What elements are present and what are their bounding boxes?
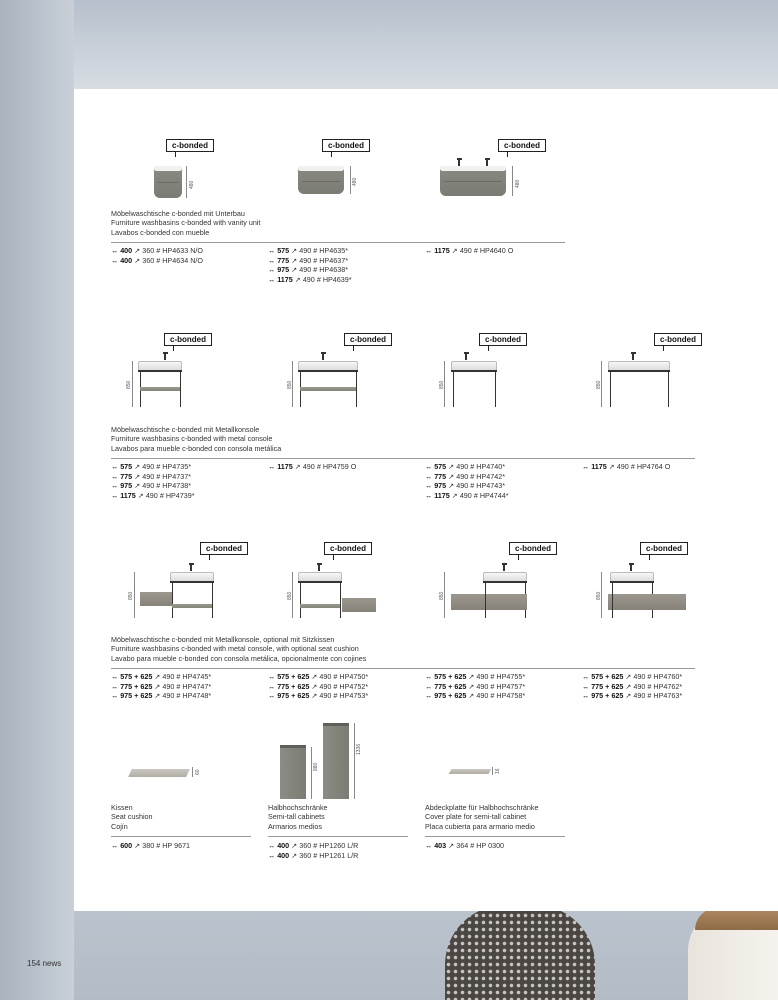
height-dimension: 850 xyxy=(128,591,134,600)
product-cushion-console-2 xyxy=(286,542,396,622)
spec-column xyxy=(268,841,358,860)
description-de: Möbelwaschtische c-bonded mit Metallkonsole, optional mit Sitzkissen xyxy=(111,635,335,644)
height-dimension: 850 xyxy=(596,380,602,389)
product-console-4 xyxy=(596,333,706,413)
c-bonded-badge: c-bonded xyxy=(344,333,392,346)
height-dimension: 480 xyxy=(515,179,521,188)
page-number: 154 news xyxy=(27,959,62,968)
spec-row: ↔ 775 ↗ 490 # HP4737* xyxy=(111,471,191,481)
description-en: Furniture washbasins c-bonded with metal console, with optional seat cushion xyxy=(111,644,359,654)
spec-row: ↔ 1175 ↗ 490 # HP4739* xyxy=(111,490,195,500)
product-vanity-small xyxy=(150,139,210,204)
product-cover-plate xyxy=(438,761,518,791)
product-console-1 xyxy=(124,333,234,413)
spec-row: ↔ 400 ↗ 360 # HP1261 L/R xyxy=(268,850,359,860)
spec-row: ↔ 1175 ↗ 490 # HP4639* xyxy=(268,274,352,284)
spec-row: ↔ 975 ↗ 490 # HP4743* xyxy=(425,481,505,490)
section-rule xyxy=(111,836,251,837)
height-dimension: 480 xyxy=(189,180,195,189)
product-cushion-console-1 xyxy=(124,542,242,622)
height-dimension: 60 xyxy=(195,769,201,775)
vanity-cabinet-medium xyxy=(298,166,344,194)
spec-column xyxy=(111,246,203,265)
height-dimension: 480 xyxy=(352,177,358,186)
section-rule xyxy=(111,458,695,459)
spec-row: ↔ 575 + 625 ↗ 490 # HP4755* xyxy=(425,672,526,681)
vanity-cabinet-double xyxy=(440,166,506,196)
spec-row: ↔ 975 + 625 ↗ 490 # HP4753* xyxy=(268,691,369,700)
section-rule xyxy=(111,242,565,243)
accessory-description: Halbhochschränke Semi-tall cabinets Armarios medios xyxy=(268,803,328,831)
spec-row: ↔ 775 + 625 ↗ 490 # HP4747* xyxy=(111,681,212,691)
spec-row: ↔ 575 ↗ 490 # HP4635* xyxy=(268,246,348,255)
description-en: Furniture washbasins c-bonded with metal console xyxy=(111,434,273,444)
description-es: Lavabos c-bonded con mueble xyxy=(111,227,210,237)
section-rule xyxy=(425,836,565,837)
spec-row: ↔ 400 ↗ 360 # HP1260 L/R xyxy=(268,841,359,850)
product-cushion-console-4 xyxy=(596,542,706,622)
spec-column xyxy=(425,841,504,851)
height-dimension: 850 xyxy=(287,591,293,600)
spec-column xyxy=(425,672,525,701)
height-dimension: 850 xyxy=(126,380,132,389)
c-bonded-badge: c-bonded xyxy=(479,333,527,346)
spec-row: ↔ 975 + 625 ↗ 490 # HP4748* xyxy=(111,691,212,700)
spec-column xyxy=(425,462,509,500)
background-wall-top xyxy=(74,0,778,89)
cabinet-1336 xyxy=(323,723,349,799)
c-bonded-badge: c-bonded xyxy=(200,542,248,555)
height-dimension: 850 xyxy=(596,591,602,600)
section-description xyxy=(111,635,366,663)
towel-photo xyxy=(445,905,595,1000)
height-dimension: 850 xyxy=(439,380,445,389)
vanity-cabinet-small xyxy=(154,166,182,198)
spec-row: ↔ 975 ↗ 490 # HP4738* xyxy=(111,481,191,490)
spec-row: ↔ 775 + 625 ↗ 490 # HP4762* xyxy=(582,681,683,691)
spec-row: ↔ 1175 ↗ 490 # HP4759 O xyxy=(268,462,357,471)
height-dimension: 850 xyxy=(439,591,445,600)
spec-row: ↔ 400 ↗ 360 # HP4633 N/O xyxy=(111,246,203,255)
spec-row: ↔ 775 + 625 ↗ 490 # HP4757* xyxy=(425,681,526,691)
spec-row: ↔ 575 + 625 ↗ 490 # HP4750* xyxy=(268,672,369,681)
product-seat-cushion xyxy=(124,761,204,791)
c-bonded-badge: c-bonded xyxy=(166,139,214,152)
spec-row: ↔ 600 ↗ 380 # HP 9671 xyxy=(111,841,191,850)
background-wall-left xyxy=(0,0,74,1000)
height-dimension: 1336 xyxy=(356,743,362,755)
spec-column xyxy=(111,841,190,851)
spec-row: ↔ 400 ↗ 360 # HP4634 N/O xyxy=(111,255,203,265)
product-console-2 xyxy=(286,333,396,413)
spec-row: ↔ 1175 ↗ 490 # HP4640 O xyxy=(425,246,514,255)
c-bonded-badge: c-bonded xyxy=(498,139,546,152)
spec-row: ↔ 1175 ↗ 490 # HP4744* xyxy=(425,490,509,500)
spec-row: ↔ 775 + 625 ↗ 490 # HP4752* xyxy=(268,681,369,691)
height-dimension: 850 xyxy=(287,380,293,389)
spec-column xyxy=(268,672,368,701)
product-vanity-medium xyxy=(294,139,384,204)
c-bonded-badge: c-bonded xyxy=(509,542,557,555)
section-description xyxy=(111,209,260,237)
spec-row: ↔ 1175 ↗ 490 # HP4764 O xyxy=(582,462,671,471)
spec-row: ↔ 975 + 625 ↗ 490 # HP4763* xyxy=(582,691,683,700)
spec-row: ↔ 775 ↗ 490 # HP4637* xyxy=(268,255,348,265)
product-cushion-console-3 xyxy=(439,542,549,622)
spec-row: ↔ 575 + 625 ↗ 490 # HP4760* xyxy=(582,672,683,681)
spec-column xyxy=(582,462,670,472)
c-bonded-badge: c-bonded xyxy=(654,333,702,346)
spec-row: ↔ 975 + 625 ↗ 490 # HP4758* xyxy=(425,691,526,700)
c-bonded-badge: c-bonded xyxy=(640,542,688,555)
description-es: Lavabos para mueble c-bonded con consola metálica xyxy=(111,443,282,453)
c-bonded-badge: c-bonded xyxy=(164,333,212,346)
spec-column xyxy=(582,672,682,701)
spec-column xyxy=(111,672,211,701)
spec-row: ↔ 975 ↗ 490 # HP4638* xyxy=(268,265,348,274)
height-dimension: 880 xyxy=(313,762,319,771)
cabinet-880 xyxy=(280,745,306,799)
c-bonded-badge: c-bonded xyxy=(324,542,372,555)
spec-column xyxy=(111,462,195,500)
section-description xyxy=(111,425,281,453)
spec-row: ↔ 575 ↗ 490 # HP4735* xyxy=(111,462,191,471)
description-en: Furniture washbasins c-bonded with vanity unit xyxy=(111,218,261,228)
product-console-3 xyxy=(439,333,549,413)
accessory-description: Abdeckplatte für Halbhochschränke Cover plate for semi-tall cabinet Placa cubierta para armario medio xyxy=(425,803,539,831)
description-de: Möbelwaschtische c-bonded mit Metallkonsole xyxy=(111,425,260,434)
spec-row: ↔ 575 ↗ 490 # HP4740* xyxy=(425,462,505,471)
spec-column xyxy=(268,462,356,472)
product-vanity-double xyxy=(438,139,538,204)
spec-column xyxy=(425,246,513,256)
spec-row: ↔ 403 ↗ 364 # HP 0300 xyxy=(425,841,505,850)
spec-row: ↔ 775 ↗ 490 # HP4742* xyxy=(425,471,505,481)
section-rule xyxy=(268,836,408,837)
catalog-panel xyxy=(74,89,778,911)
product-semi-tall-cabinets xyxy=(274,721,374,801)
description-es: Lavabo para mueble c-bonded con consola metálica, opcionalmente con cojines xyxy=(111,653,367,663)
c-bonded-badge: c-bonded xyxy=(322,139,370,152)
accessory-description: Kissen Seat cushion Cojín xyxy=(111,803,153,831)
jar-lid-photo xyxy=(695,908,778,930)
spec-row: ↔ 575 + 625 ↗ 490 # HP4745* xyxy=(111,672,212,681)
description-de: Möbelwaschtische c-bonded mit Unterbau xyxy=(111,209,245,218)
height-dimension: 16 xyxy=(495,768,501,774)
spec-column xyxy=(268,246,352,284)
section-rule xyxy=(111,668,695,669)
